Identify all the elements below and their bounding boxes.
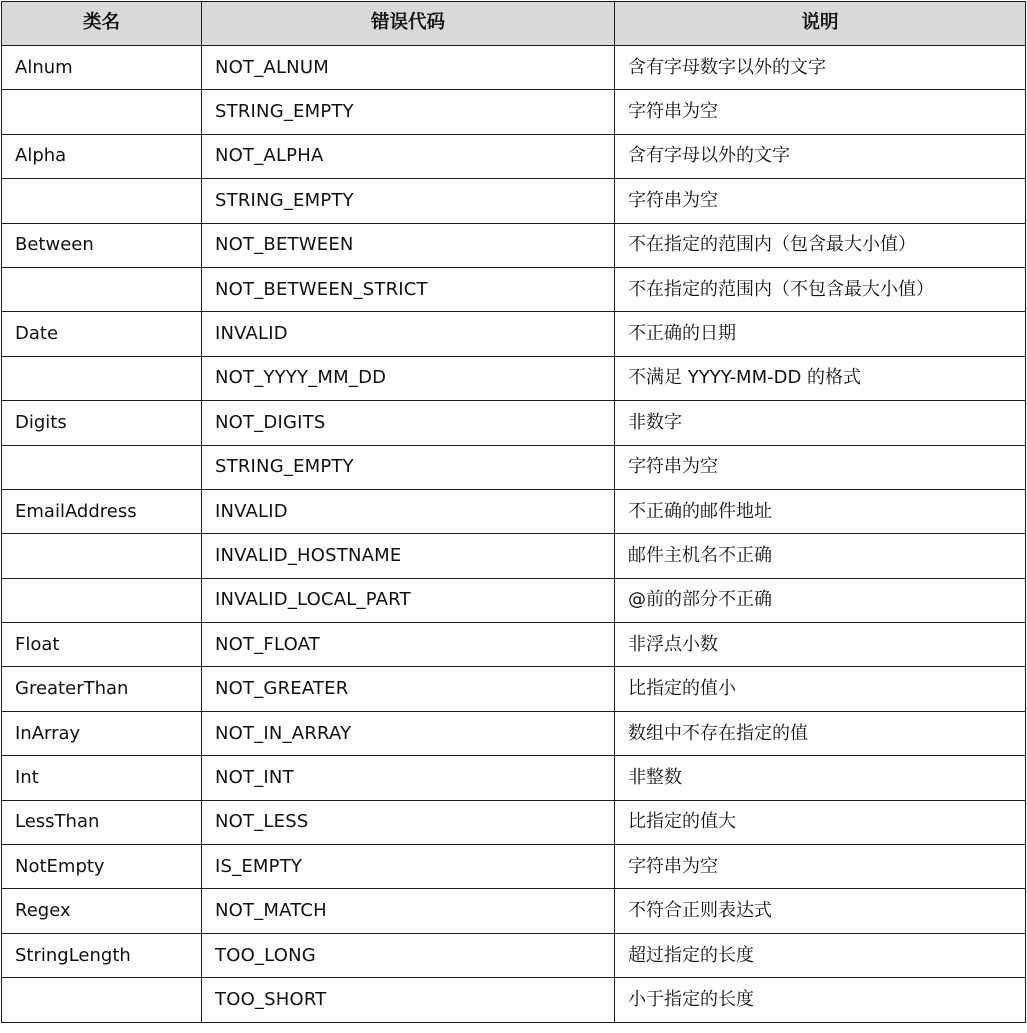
cell-error-code: NOT_DIGITS: [202, 401, 615, 445]
cell-error-code: NOT_BETWEEN_STRICT: [202, 267, 615, 311]
cell-class-name: LessThan: [2, 800, 202, 844]
cell-error-code: STRING_EMPTY: [202, 90, 615, 134]
cell-description: 不正确的邮件地址: [615, 489, 1026, 533]
cell-class-name: InArray: [2, 711, 202, 755]
table-row: [2, 312, 1026, 356]
cell-error-code: NOT_YYYY_MM_DD: [202, 356, 615, 400]
cell-error-code: STRING_EMPTY: [202, 179, 615, 223]
cell-class-name: EmailAddress: [2, 489, 202, 533]
cell-error-code: NOT_LESS: [202, 800, 615, 844]
table-row: [2, 223, 1026, 267]
cell-error-code: INVALID: [202, 489, 615, 533]
cell-class-name: Digits: [2, 401, 202, 445]
cell-description: 数组中不存在指定的值: [615, 711, 1026, 755]
table-body: [2, 46, 1026, 1023]
cell-error-code: INVALID_HOSTNAME: [202, 534, 615, 578]
table-row: [2, 46, 1026, 90]
cell-class-name: [2, 978, 202, 1022]
cell-error-code: IS_EMPTY: [202, 845, 615, 889]
cell-class-name: Alnum: [2, 46, 202, 90]
cell-error-code: TOO_LONG: [202, 933, 615, 977]
cell-error-code: INVALID_LOCAL_PART: [202, 578, 615, 622]
table-row: [2, 933, 1026, 977]
cell-description: 非浮点小数: [615, 623, 1026, 667]
table-row: [2, 667, 1026, 711]
cell-class-name: [2, 356, 202, 400]
table-row: [2, 889, 1026, 933]
cell-description: 字符串为空: [615, 179, 1026, 223]
cell-class-name: [2, 179, 202, 223]
cell-error-code: NOT_ALPHA: [202, 134, 615, 178]
cell-description: 不满足 YYYY-MM-DD 的格式: [615, 356, 1026, 400]
error-code-table: [1, 1, 1026, 1023]
table-row: [2, 578, 1026, 622]
table-row: [2, 711, 1026, 755]
cell-description: 字符串为空: [615, 445, 1026, 489]
table-row: [2, 90, 1026, 134]
table-row: [2, 534, 1026, 578]
header-class-name: 类名: [2, 2, 202, 46]
cell-error-code: STRING_EMPTY: [202, 445, 615, 489]
cell-error-code: NOT_FLOAT: [202, 623, 615, 667]
cell-description: 小于指定的长度: [615, 978, 1026, 1022]
cell-class-name: Between: [2, 223, 202, 267]
cell-error-code: TOO_SHORT: [202, 978, 615, 1022]
cell-description: 非数字: [615, 401, 1026, 445]
cell-class-name: Date: [2, 312, 202, 356]
table-row: [2, 356, 1026, 400]
cell-description: 邮件主机名不正确: [615, 534, 1026, 578]
header-row: [2, 2, 1026, 46]
cell-description: 超过指定的长度: [615, 933, 1026, 977]
cell-class-name: Regex: [2, 889, 202, 933]
table-row: [2, 978, 1026, 1022]
cell-error-code: NOT_INT: [202, 756, 615, 800]
table-row: [2, 623, 1026, 667]
header-description: 说明: [615, 2, 1026, 46]
cell-class-name: StringLength: [2, 933, 202, 977]
table-row: [2, 134, 1026, 178]
cell-description: @前的部分不正确: [615, 578, 1026, 622]
table-row: [2, 756, 1026, 800]
table-header: [2, 2, 1026, 46]
table-row: [2, 445, 1026, 489]
cell-error-code: NOT_IN_ARRAY: [202, 711, 615, 755]
cell-class-name: GreaterThan: [2, 667, 202, 711]
cell-error-code: INVALID: [202, 312, 615, 356]
cell-class-name: [2, 578, 202, 622]
table-row: [2, 401, 1026, 445]
cell-class-name: NotEmpty: [2, 845, 202, 889]
cell-description: 含有字母数字以外的文字: [615, 46, 1026, 90]
cell-class-name: Int: [2, 756, 202, 800]
table-row: [2, 489, 1026, 533]
table-row: [2, 800, 1026, 844]
header-error-code: 错误代码: [202, 2, 615, 46]
cell-description: 含有字母以外的文字: [615, 134, 1026, 178]
cell-class-name: Float: [2, 623, 202, 667]
cell-class-name: [2, 534, 202, 578]
table-row: [2, 267, 1026, 311]
cell-description: 不正确的日期: [615, 312, 1026, 356]
cell-description: 字符串为空: [615, 845, 1026, 889]
table-row: [2, 845, 1026, 889]
cell-description: 不在指定的范围内（包含最大小值）: [615, 223, 1026, 267]
cell-description: 非整数: [615, 756, 1026, 800]
cell-description: 比指定的值大: [615, 800, 1026, 844]
cell-description: 字符串为空: [615, 90, 1026, 134]
cell-error-code: NOT_MATCH: [202, 889, 615, 933]
cell-class-name: [2, 267, 202, 311]
cell-error-code: NOT_ALNUM: [202, 46, 615, 90]
cell-class-name: [2, 90, 202, 134]
cell-description: 比指定的值小: [615, 667, 1026, 711]
cell-error-code: NOT_BETWEEN: [202, 223, 615, 267]
cell-description: 不符合正则表达式: [615, 889, 1026, 933]
cell-description: 不在指定的范围内（不包含最大小值）: [615, 267, 1026, 311]
cell-error-code: NOT_GREATER: [202, 667, 615, 711]
table-row: [2, 179, 1026, 223]
error-code-table-container: [1, 1, 1025, 1023]
cell-class-name: [2, 445, 202, 489]
cell-class-name: Alpha: [2, 134, 202, 178]
